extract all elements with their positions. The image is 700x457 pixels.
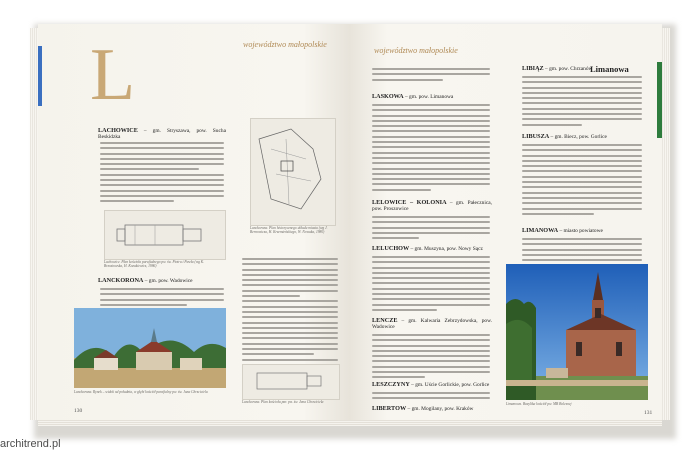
map-caption: Lanckorona. Plan historycznego układu miasta (wg J. Bernowicza, H. Krzemieńskiego, W. Nowaka, 1980) [250, 226, 328, 235]
left-page [38, 24, 351, 420]
initial-letter: L [90, 34, 136, 116]
photo-caption: Lanckorona. Rynek – widok od południa, w głębi kościół parafialny pw. św. Jana Chrzciciela [74, 390, 208, 394]
entry-descriptor: – gm. pow. Wadowice [143, 278, 193, 284]
entry-limanowa: LIMANOWA – miasto powiatowe [522, 228, 603, 234]
limanowa-basilica-photo [506, 264, 648, 400]
right-page [350, 24, 662, 420]
running-head-right: województwo małopolskie [374, 46, 458, 55]
plan-caption: Lachowice. Plan kościoła parafialnego pw. św. Piotra i Pawła (wg K. Brzostowska, H. Kozakiewicz, 1986) [104, 260, 205, 269]
entry-libusza: LIBUSZA – gm. Biecz, pow. Gorlice [522, 134, 607, 140]
section-title: Limanowa [590, 64, 629, 74]
col1-text [372, 256, 490, 316]
open-book [28, 18, 670, 433]
running-head-left: województwo małopolskie [243, 40, 327, 49]
entry-name: LANCKORONA [98, 278, 144, 284]
blue-page-marker [38, 46, 42, 106]
entry-libertow: LIBERTÓW – gm. Mogilany, pow. Kraków [372, 406, 474, 412]
lanckorona-church-plan [242, 364, 340, 400]
watermark: architrend.pl [0, 438, 61, 450]
page-number-left: 130 [74, 408, 83, 414]
col1-text [372, 334, 490, 380]
bottom-page-stack [38, 420, 662, 426]
photo-caption: Limanowa. Bazylika kościół pw. MB Bolesnej [506, 402, 572, 406]
col1-text [372, 104, 490, 196]
entry-lelochow: LELUCHÓW – gm. Muszyna, pow. Nowy Sącz [372, 246, 483, 252]
entry-lelowice: LELOWICE – KOLONIA – gm. Pałecznica, pow. Proszowice [372, 200, 492, 213]
entry-laskowa: LASKOWA – gm. pow. Limanowa [372, 94, 454, 100]
entry-libiaz: LIBIĄŻ – gm. pow. Chrzanów [522, 66, 593, 72]
page-number-right: 131 [644, 410, 653, 416]
church-plan-caption: Lanckorona. Plan kościoła par. pw. św. Jana Chrzciciela [242, 400, 324, 404]
lanckorona-square-photo [74, 308, 226, 388]
entry-leszczyny: LESZCZYNY – gm. Uście Gorlickie, pow. Gorlice [372, 382, 490, 388]
green-page-marker [657, 62, 662, 138]
col1-text [372, 216, 490, 244]
col2-text [522, 76, 642, 132]
entry-descriptor: – gm. Stryszawa, pow. Sucha Beskidzka [98, 128, 226, 141]
lachowice-church-plan [104, 210, 226, 260]
entry-name: LACHOWICE [98, 128, 138, 134]
col1-text [372, 68, 490, 90]
entry-text-lines [100, 142, 224, 204]
col1-text [372, 392, 490, 404]
col2-text [522, 144, 642, 224]
entry-lencze: LEŃCZE – gm. Kalwaria Zebrzydowska, pow. Wadowice [372, 318, 492, 331]
lanckorona-town-map [250, 118, 336, 226]
